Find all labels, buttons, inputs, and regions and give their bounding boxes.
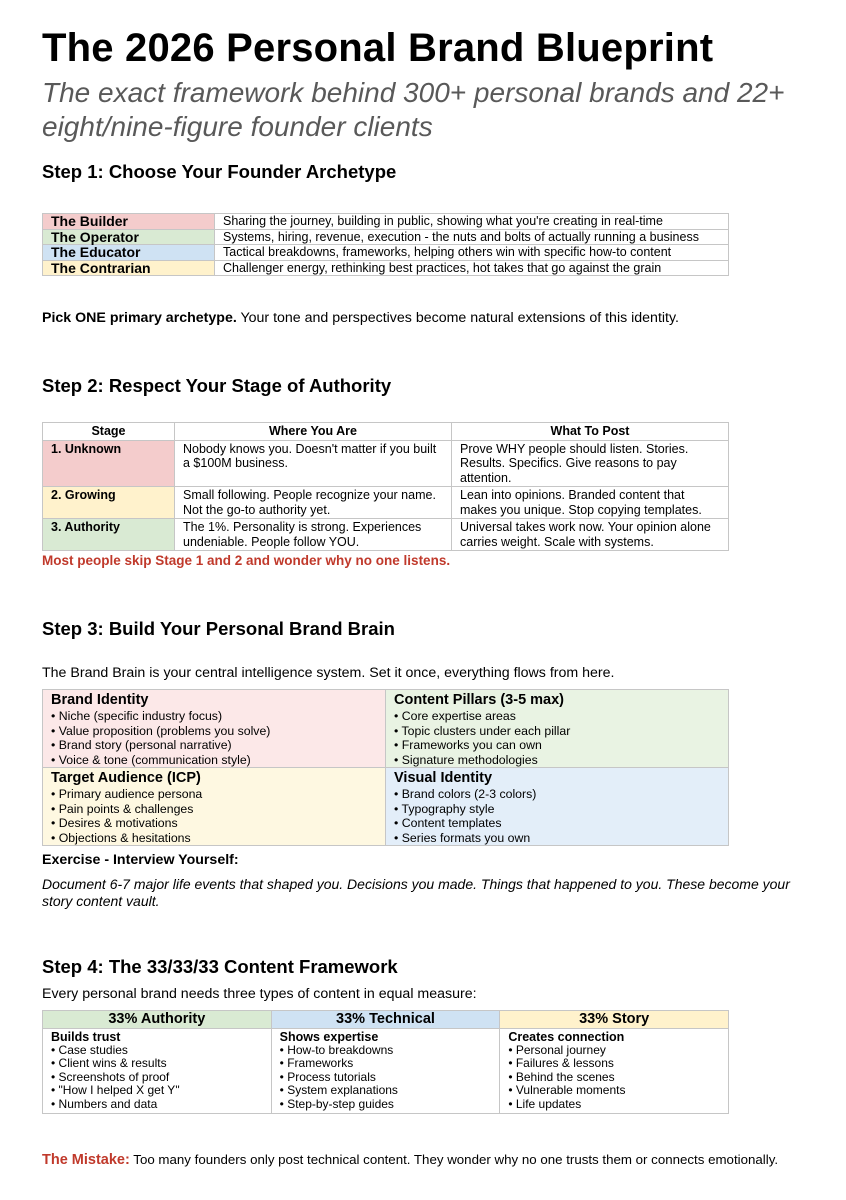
- archetype-note: [42, 310, 679, 327]
- list-item: • Life updates: [508, 1096, 582, 1111]
- archetype-desc: Sharing the journey, building in public, showing what you're creating in real-time: [215, 214, 729, 230]
- step1-heading: Step 1: Choose Your Founder Archetype: [42, 161, 397, 182]
- table-header-row: [43, 423, 729, 441]
- list-item: • Personal journey: [508, 1042, 606, 1057]
- list-item: • Objections & hesitations: [51, 830, 191, 845]
- list-item: • Behind the scenes: [508, 1069, 615, 1084]
- exercise-text: Document 6-7 major life events that shaped you. Decisions you made. Things that happened to you. These become your story content vault.: [42, 876, 790, 909]
- cell-title: Content Pillars (3-5 max): [394, 692, 565, 708]
- stage-post: Prove WHY people should listen. Stories. Results. Specifics. Give reasons to pay attention.: [452, 440, 729, 487]
- page-subtitle: The exact framework behind 300+ personal brands and 22+ eight/nine-figure founder clients: [42, 77, 785, 142]
- list-item: • System explanations: [279, 1083, 398, 1098]
- mistake-text: Too many founders only post technical content. They wonder why no one trusts them or connects emotionally.: [129, 1152, 779, 1167]
- stage-where: Small following. People recognize your name. Not the go-to authority yet.: [175, 487, 452, 519]
- archetype-table: [42, 213, 729, 276]
- column-header: 33% Story: [500, 1011, 729, 1029]
- authority-cell: [43, 1028, 272, 1114]
- content-framework-table: [42, 1010, 729, 1114]
- table-row: [43, 440, 729, 487]
- step4-heading: Step 4: The 33/33/33 Content Framework: [42, 956, 398, 977]
- table-row: [43, 519, 729, 551]
- stage-post: Universal takes work now. Your opinion alone carries weight. Scale with systems.: [452, 519, 729, 551]
- archetype-label: The Educator: [43, 245, 215, 261]
- list-item: • Failures & lessons: [508, 1056, 614, 1071]
- story-cell: [500, 1028, 729, 1114]
- cell-title: Builds trust: [51, 1029, 121, 1044]
- stage-where: The 1%. Personality is strong. Experiences undeniable. People follow YOU.: [175, 519, 452, 551]
- brand-brain-grid: [42, 689, 729, 846]
- table-row: [43, 690, 729, 768]
- list-item: • Primary audience persona: [51, 787, 203, 801]
- framework-intro: Every personal brand needs three types of content in equal measure:: [42, 986, 477, 1002]
- list-item: • Numbers and data: [51, 1096, 158, 1111]
- visual-identity-cell: [386, 768, 729, 846]
- table-header-row: [43, 1011, 729, 1029]
- list-item: • Value proposition (problems you solve): [51, 723, 271, 738]
- column-header: Where You Are: [175, 423, 452, 441]
- mistake-note: [42, 1151, 778, 1169]
- archetype-label: The Builder: [43, 214, 215, 230]
- list-item: • Process tutorials: [279, 1069, 376, 1084]
- stage-label: 2. Growing: [43, 487, 175, 519]
- cell-title: Brand Identity: [51, 692, 149, 708]
- archetype-note-bold: Pick ONE primary archetype.: [42, 310, 237, 326]
- stage-where: Nobody knows you. Doesn't matter if you built a $100M business.: [175, 440, 452, 487]
- archetype-label: The Contrarian: [43, 260, 215, 276]
- step3-heading: Step 3: Build Your Personal Brand Brain: [42, 618, 395, 639]
- cell-title: Target Audience (ICP): [51, 770, 201, 786]
- list-item: • Frameworks you can own: [394, 738, 542, 752]
- stage-label: 3. Authority: [43, 519, 175, 551]
- column-header: 33% Technical: [271, 1011, 500, 1029]
- list-item: • Core expertise areas: [394, 709, 516, 723]
- list-item: • Step-by-step guides: [279, 1096, 394, 1111]
- list-item: • Voice & tone (communication style): [51, 752, 251, 767]
- brand-brain-intro: The Brand Brain is your central intelligence system. Set it once, everything flows from here.: [42, 665, 615, 681]
- list-item: • Screenshots of proof: [51, 1069, 170, 1084]
- archetype-note-rest: Your tone and perspectives become natural extensions of this identity.: [236, 310, 679, 326]
- column-header: Stage: [43, 423, 175, 441]
- cell-title: Creates connection: [508, 1029, 625, 1044]
- archetype-desc: Systems, hiring, revenue, execution - the nuts and bolts of actually running a business: [215, 229, 729, 245]
- table-row: [43, 1028, 729, 1114]
- column-header: What To Post: [452, 423, 729, 441]
- list-item: • Niche (specific industry focus): [51, 709, 223, 723]
- page-title: The 2026 Personal Brand Blueprint: [42, 26, 714, 70]
- technical-cell: [271, 1028, 500, 1114]
- list-item: • Case studies: [51, 1042, 128, 1057]
- column-header: 33% Authority: [43, 1011, 272, 1029]
- brand-identity-cell: [43, 690, 386, 768]
- list-item: • Series formats you own: [394, 830, 531, 845]
- archetype-desc: Challenger energy, rethinking best practices, hot takes that go against the grain: [215, 260, 729, 276]
- stage-warning: Most people skip Stage 1 and 2 and wonder why no one listens.: [42, 553, 451, 568]
- list-item: • Typography style: [394, 801, 495, 816]
- list-item: • Vulnerable moments: [508, 1083, 626, 1098]
- table-row: [43, 229, 729, 245]
- table-row: [43, 214, 729, 230]
- table-row: [43, 260, 729, 276]
- step2-heading: Step 2: Respect Your Stage of Authority: [42, 375, 392, 396]
- list-item: • Content templates: [394, 816, 502, 830]
- list-item: • Frameworks: [279, 1056, 354, 1071]
- exercise-title: Exercise - Interview Yourself:: [42, 852, 239, 868]
- list-item: • Topic clusters under each pillar: [394, 723, 571, 738]
- content-pillars-cell: [386, 690, 729, 768]
- table-row: [43, 768, 729, 846]
- table-row: [43, 487, 729, 519]
- list-item: • Brand colors (2-3 colors): [394, 787, 537, 801]
- mistake-label: The Mistake:: [42, 1152, 130, 1168]
- list-item: • "How I helped X get Y": [51, 1083, 180, 1098]
- list-item: • Client wins & results: [51, 1056, 167, 1071]
- target-audience-cell: [43, 768, 386, 846]
- list-item: • Pain points & challenges: [51, 801, 194, 816]
- table-row: [43, 245, 729, 261]
- list-item: • Desires & motivations: [51, 816, 178, 830]
- archetype-desc: Tactical breakdowns, frameworks, helping others win with specific how-to content: [215, 245, 729, 261]
- stage-table: [42, 422, 729, 551]
- stage-label: 1. Unknown: [43, 440, 175, 487]
- list-item: • How-to breakdowns: [279, 1042, 394, 1057]
- archetype-label: The Operator: [43, 229, 215, 245]
- stage-post: Lean into opinions. Branded content that makes you unique. Stop copying templates.: [452, 487, 729, 519]
- cell-title: Visual Identity: [394, 770, 493, 786]
- list-item: • Brand story (personal narrative): [51, 738, 232, 752]
- list-item: • Signature methodologies: [394, 752, 538, 767]
- cell-title: Shows expertise: [279, 1029, 379, 1044]
